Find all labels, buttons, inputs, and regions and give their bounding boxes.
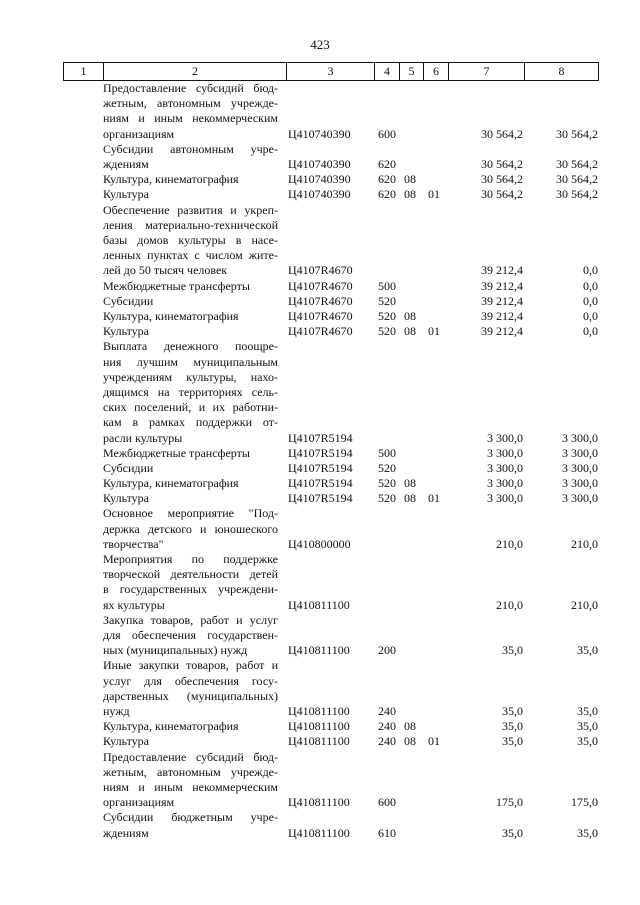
row-code: Ц4107R5194 xyxy=(288,460,353,475)
table-row xyxy=(0,324,640,339)
row-sum-7: 3 300,0 xyxy=(487,460,523,475)
row-sum-8: 30 564,2 xyxy=(556,156,598,171)
row-sum-8: 30 564,2 xyxy=(556,126,598,141)
row-vr: 520 xyxy=(378,324,396,339)
row-name-line: Субсидии xyxy=(103,293,154,308)
row-vr: 200 xyxy=(378,643,396,658)
row-sum-8: 3 300,0 xyxy=(562,445,598,460)
row-name-line: в государственных учреждени- xyxy=(103,582,278,597)
row-code: Ц410811100 xyxy=(288,734,350,749)
table-row xyxy=(0,810,640,840)
row-sum-7: 30 564,2 xyxy=(481,156,523,171)
row-vr: 600 xyxy=(378,795,396,810)
row-name-line: Предоставление субсидий бюд- xyxy=(103,81,278,95)
row-name-line: ленных пунктах с числом жите- xyxy=(103,248,278,263)
table-row xyxy=(0,734,640,749)
header-col-1: 1 xyxy=(80,64,87,78)
row-sum-8: 0,0 xyxy=(583,278,598,293)
row-name xyxy=(103,324,278,339)
row-name-line: лей до 50 тысяч человек xyxy=(103,263,228,278)
row-name-line: услуг для обеспечения госу- xyxy=(103,673,278,688)
row-name-line: Культура, кинематография xyxy=(103,719,239,734)
row-code: Ц4107R4670 xyxy=(288,324,353,339)
row-name-line: Мероприятия по поддержке xyxy=(103,552,278,567)
row-vr: 620 xyxy=(378,156,396,171)
row-sum-7: 39 212,4 xyxy=(481,263,523,278)
row-name-line: держка детского и юношеского xyxy=(103,521,278,536)
header-col-8: 8 xyxy=(524,63,598,80)
table-row xyxy=(0,279,640,294)
row-sum-8: 35,0 xyxy=(577,704,598,719)
row-sum-7: 210,0 xyxy=(496,536,523,551)
row-pr: 01 xyxy=(428,491,440,506)
row-code: Ц4107R5194 xyxy=(288,491,353,506)
row-sum-7: 39 212,4 xyxy=(481,308,523,323)
table-row xyxy=(0,309,640,324)
row-vr: 520 xyxy=(378,476,396,491)
row-name-line: творческой деятельности детей xyxy=(103,567,278,582)
row-vr: 620 xyxy=(378,187,396,202)
row-vr: 610 xyxy=(378,825,396,840)
table-row xyxy=(0,446,640,461)
row-code: Ц4107R4670 xyxy=(288,263,353,278)
row-name-line: Межбюджетные трансферты xyxy=(103,278,250,293)
row-sum-8: 30 564,2 xyxy=(556,187,598,202)
row-sum-7: 30 564,2 xyxy=(481,172,523,187)
row-sum-7: 35,0 xyxy=(502,825,523,840)
row-name-line: нужд xyxy=(103,704,130,719)
row-name xyxy=(103,719,278,734)
row-sum-7: 39 212,4 xyxy=(481,278,523,293)
row-code: Ц4107R5194 xyxy=(288,430,353,445)
header-col-5: 5 xyxy=(399,63,423,80)
table-row xyxy=(0,203,640,279)
row-name xyxy=(103,734,278,749)
row-name xyxy=(103,491,278,506)
row-sum-8: 0,0 xyxy=(583,308,598,323)
row-name xyxy=(103,142,278,172)
row-sum-7: 35,0 xyxy=(502,704,523,719)
row-name-line: Культура xyxy=(103,187,149,202)
row-name xyxy=(103,339,278,445)
row-name xyxy=(103,203,278,279)
row-name-line: Культура, кинематография xyxy=(103,308,239,323)
table-row xyxy=(0,552,640,613)
row-sum-8: 175,0 xyxy=(571,795,598,810)
row-name-line: Культура xyxy=(103,734,149,749)
row-name xyxy=(103,658,278,719)
row-name xyxy=(103,81,278,142)
header-col-6: 6 xyxy=(423,63,448,80)
row-sum-8: 3 300,0 xyxy=(562,476,598,491)
row-sum-8: 210,0 xyxy=(571,597,598,612)
row-name-line: Выплата денежного поощре- xyxy=(103,339,278,354)
row-vr: 240 xyxy=(378,704,396,719)
row-name-line: для обеспечения государствен- xyxy=(103,628,278,643)
row-name xyxy=(103,309,278,324)
row-name-line: ниям и иным некоммерческим xyxy=(103,111,278,126)
row-name-line: ления материально-технической xyxy=(103,217,278,232)
table-row xyxy=(0,187,640,202)
row-name-line: ния лучшим муниципальным xyxy=(103,354,278,369)
row-vr: 500 xyxy=(378,445,396,460)
row-sum-7: 35,0 xyxy=(502,734,523,749)
header-col-3: 3 xyxy=(286,63,374,80)
row-name xyxy=(103,187,278,202)
row-sum-7: 3 300,0 xyxy=(487,445,523,460)
row-name-line: кам в рамках поддержки от- xyxy=(103,415,278,430)
row-name-line: организациям xyxy=(103,126,175,141)
row-name-line: учреждениям культуры, нахо- xyxy=(103,369,278,384)
table-row xyxy=(0,719,640,734)
row-sum-8: 35,0 xyxy=(577,825,598,840)
row-code: Ц4107R4670 xyxy=(288,308,353,323)
row-rz: 08 xyxy=(404,491,416,506)
row-rz: 08 xyxy=(404,719,416,734)
row-sum-8: 3 300,0 xyxy=(562,460,598,475)
row-code: Ц410811100 xyxy=(288,825,350,840)
row-name-line: творчества" xyxy=(103,536,164,551)
row-vr: 520 xyxy=(378,491,396,506)
row-vr: 500 xyxy=(378,278,396,293)
row-name-line: ниям и иным некоммерческим xyxy=(103,780,278,795)
row-code: Ц410811100 xyxy=(288,597,350,612)
row-sum-8: 35,0 xyxy=(577,719,598,734)
row-sum-8: 0,0 xyxy=(583,263,598,278)
row-sum-7: 210,0 xyxy=(496,597,523,612)
row-pr: 01 xyxy=(428,734,440,749)
row-name-line: Субсидии бюджетным учре- xyxy=(103,810,278,825)
row-name xyxy=(103,552,278,613)
row-sum-8: 0,0 xyxy=(583,293,598,308)
row-rz: 08 xyxy=(404,187,416,202)
row-sum-7: 3 300,0 xyxy=(487,491,523,506)
table-row xyxy=(0,613,640,659)
header-col-4: 4 xyxy=(374,63,399,80)
row-name-line: Культура, кинематография xyxy=(103,476,239,491)
row-sum-7: 35,0 xyxy=(502,643,523,658)
row-name xyxy=(103,476,278,491)
row-sum-7: 30 564,2 xyxy=(481,187,523,202)
row-code: Ц4107R4670 xyxy=(288,293,353,308)
row-name-line: ждениям xyxy=(103,157,149,171)
row-name xyxy=(103,506,278,552)
row-code: Ц410811100 xyxy=(288,704,350,719)
row-sum-8: 0,0 xyxy=(583,324,598,339)
row-name-line: дящимся на территориях сель- xyxy=(103,384,278,399)
row-sum-8: 30 564,2 xyxy=(556,172,598,187)
row-sum-8: 35,0 xyxy=(577,643,598,658)
row-name-line: Субсидии xyxy=(103,460,154,475)
row-code: Ц4107R5194 xyxy=(288,476,353,491)
row-sum-7: 175,0 xyxy=(496,795,523,810)
row-vr: 240 xyxy=(378,734,396,749)
row-name xyxy=(103,172,278,187)
row-name-line: Основное мероприятие "Под- xyxy=(103,506,278,521)
row-code: Ц410740390 xyxy=(288,187,351,202)
row-sum-7: 39 212,4 xyxy=(481,293,523,308)
row-code: Ц4107R5194 xyxy=(288,445,353,460)
row-name-line: ях культуры xyxy=(103,597,165,612)
table-row xyxy=(0,294,640,309)
table-body xyxy=(0,81,640,841)
row-sum-8: 210,0 xyxy=(571,536,598,551)
row-name-line: жетным, автономным учрежде- xyxy=(103,96,278,111)
row-sum-7: 35,0 xyxy=(502,719,523,734)
row-name-line: Обеспечение развития и укреп- xyxy=(103,202,278,217)
row-rz: 08 xyxy=(404,324,416,339)
row-code: Ц410811100 xyxy=(288,643,350,658)
row-name-line: ских поселений, и их работни- xyxy=(103,400,278,415)
table-row xyxy=(0,506,640,552)
row-sum-8: 35,0 xyxy=(577,734,598,749)
table-row xyxy=(0,476,640,491)
header-col-7: 7 xyxy=(448,63,524,80)
row-vr: 240 xyxy=(378,719,396,734)
row-name-line: дарственных (муниципальных) xyxy=(103,688,278,703)
row-name-line: ждениям xyxy=(103,825,149,840)
row-name xyxy=(103,613,278,659)
table-row xyxy=(0,339,640,445)
row-name-line: расли культуры xyxy=(103,430,183,445)
row-name-line: Культура, кинематография xyxy=(103,172,239,187)
row-name-line: организациям xyxy=(103,795,175,810)
row-vr: 520 xyxy=(378,460,396,475)
table-row xyxy=(0,81,640,142)
row-name-line: Субсидии автономным учре- xyxy=(103,141,278,156)
row-name xyxy=(103,446,278,461)
row-name-line: Межбюджетные трансферты xyxy=(103,445,250,460)
row-code: Ц4107R4670 xyxy=(288,278,353,293)
table-row xyxy=(0,491,640,506)
row-rz: 08 xyxy=(404,172,416,187)
row-code: Ц410740390 xyxy=(288,172,351,187)
row-name xyxy=(103,750,278,811)
row-name-line: Предоставление субсидий бюд- xyxy=(103,749,278,764)
row-rz: 08 xyxy=(404,476,416,491)
row-name xyxy=(103,810,278,840)
row-code: Ц410740390 xyxy=(288,156,351,171)
page-number: 423 xyxy=(310,37,330,52)
row-name-line: жетным, автономным учрежде- xyxy=(103,764,278,779)
row-name xyxy=(103,279,278,294)
row-name xyxy=(103,294,278,309)
row-pr: 01 xyxy=(428,187,440,202)
row-name xyxy=(103,461,278,476)
row-name-line: Культура xyxy=(103,491,149,506)
table-row xyxy=(0,750,640,811)
table-row xyxy=(0,142,640,172)
row-sum-7: 39 212,4 xyxy=(481,324,523,339)
row-vr: 520 xyxy=(378,293,396,308)
table-header xyxy=(63,62,599,81)
row-code: Ц410811100 xyxy=(288,795,350,810)
row-rz: 08 xyxy=(404,308,416,323)
row-sum-7: 3 300,0 xyxy=(487,476,523,491)
row-sum-8: 3 300,0 xyxy=(562,430,598,445)
row-sum-7: 3 300,0 xyxy=(487,430,523,445)
row-name-line: базы домов культуры в насе- xyxy=(103,232,278,247)
row-code: Ц410740390 xyxy=(288,126,351,141)
row-sum-7: 30 564,2 xyxy=(481,126,523,141)
row-code: Ц410811100 xyxy=(288,719,350,734)
table-row xyxy=(0,658,640,719)
header-col-2: 2 xyxy=(103,63,286,80)
row-vr: 620 xyxy=(378,172,396,187)
row-rz: 08 xyxy=(404,734,416,749)
row-name-line: Культура xyxy=(103,324,149,339)
row-name-line: ных (муниципальных) нужд xyxy=(103,643,248,658)
row-pr: 01 xyxy=(428,324,440,339)
table-row xyxy=(0,172,640,187)
row-vr: 520 xyxy=(378,308,396,323)
row-sum-8: 3 300,0 xyxy=(562,491,598,506)
row-name-line: Иные закупки товаров, работ и xyxy=(103,658,278,673)
table-row xyxy=(0,461,640,476)
row-code: Ц410800000 xyxy=(288,536,351,551)
row-name-line: Закупка товаров, работ и услуг xyxy=(103,612,278,627)
row-vr: 600 xyxy=(378,126,396,141)
